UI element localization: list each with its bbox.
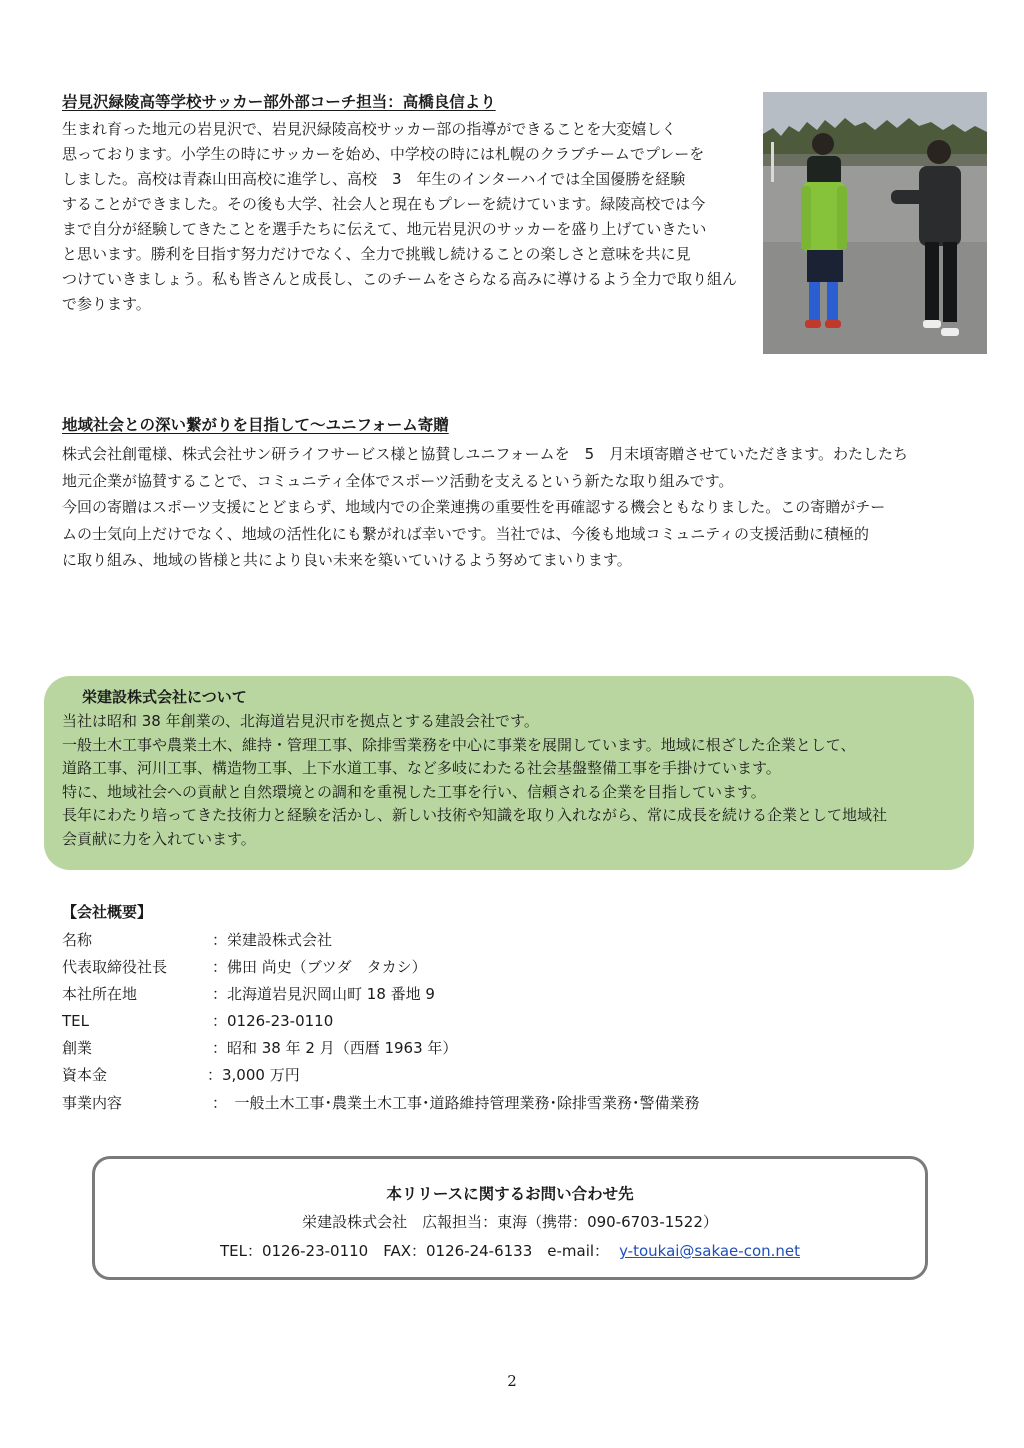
coaching-photo	[763, 92, 987, 354]
about-company-title: 栄建設株式会社について	[82, 688, 247, 706]
about-company-line: 当社は昭和 38 年創業の、北海道岩見沢市を拠点とする建設会社です。	[62, 712, 539, 730]
overview-value: ： 一般土木工事･農業土木工事･道路維持管理業務･除排雪業務･警備業務	[212, 1094, 700, 1112]
overview-value: ：3,000 万円	[207, 1066, 300, 1084]
about-company-line: 一般土木工事や農業土木、維持・管理工事、除排雪業務を中心に事業を展開しています。地域に根ざした企業として、	[62, 735, 856, 754]
coach-message-line: しました。高校は青森山田高校に進学し、高校 3 年生のインターハイでは全国優勝を経験	[62, 170, 686, 188]
about-company-line: 道路工事、河川工事、構造物工事、上下水道工事、など多岐にわたる社会基盤整備工事を手掛けています。	[62, 759, 781, 777]
uniform-donation-line: 今回の寄贈はスポーツ支援にとどまらず、地域内での企業連携の重要性を再確認する機会ともなりました。この寄贈がチー	[62, 498, 886, 516]
coach-message-line: することができました。その後も大学、社会人と現在もプレーを続けています。緑陵高校では今	[62, 195, 706, 213]
coach-message-line: と思います。勝利を目指す努力だけでなく、全力で挑戦し続けることの楽しさと意味を共に見	[62, 245, 691, 263]
coach-message-line: 思っております。小学生の時にサッカーを始め、中学校の時には札幌のクラブチームでプレーを	[62, 145, 705, 163]
overview-value: ：栄建設株式会社	[212, 931, 333, 949]
overview-value: ：佛田 尚史（ブツダ タカシ）	[212, 958, 427, 976]
coach-message-line: で参ります。	[62, 295, 151, 313]
coach-message-line: まで自分が経験してきたことを選手たちに伝えて、地元岩見沢のサッカーを盛り上げていきたい	[62, 220, 707, 238]
about-company-line: 長年にわたり培ってきた技術力と経験を活かし、新しい技術や知識を取り入れながら、常に成長を続ける企業として地域社	[62, 806, 888, 824]
overview-label: 名称	[62, 931, 93, 949]
overview-value: ：0126-23-0110	[212, 1012, 334, 1030]
contact-phone-fax-email	[92, 1240, 928, 1261]
about-company-body	[62, 710, 967, 851]
coach-message-line: つけていきましょう。私も皆さんと成長し、このチームをさらなる高みに導けるよう全力で取り組ん	[62, 270, 738, 288]
overview-label: 代表取締役社長	[62, 958, 168, 976]
overview-label: 本社所在地	[62, 985, 138, 1003]
contact-email-link[interactable]: y-toukai@sakae-con.net	[619, 1242, 801, 1260]
coach-message-line: 生まれ育った地元の岩見沢で、岩見沢緑陵高校サッカー部の指導ができることを大変嬉しく	[62, 120, 677, 138]
contact-phone-fax: TEL：0126-23-0110 FAX：0126-24-6133 e-mail：	[219, 1242, 610, 1260]
uniform-donation-line: に取り組み、地域の皆様と共により良い未来を築いていけるよう努めてまいります。	[62, 551, 632, 569]
page-number: 2	[507, 1372, 517, 1390]
uniform-donation-body	[62, 441, 982, 574]
uniform-donation-line: ムの士気向上だけでなく、地域の活性化にも繋がれば幸いです。当社では、今後も地域コミュニティの支援活動に積極的	[62, 524, 870, 543]
company-overview-title: 【会社概要】	[62, 903, 153, 921]
overview-label: TEL	[62, 1012, 89, 1030]
about-company-line: 特に、地域社会への貢献と自然環境との調和を重視した工事を行い、信頼される企業を目指しています。	[62, 782, 766, 801]
overview-label: 創業	[62, 1039, 93, 1057]
coach-message-heading: 岩見沢緑陵高等学校サッカー部外部コーチ担当：高橋良信より	[62, 93, 496, 111]
overview-value: ：昭和 38 年 2 月（西暦 1963 年）	[212, 1039, 458, 1057]
coach-message-body	[62, 117, 752, 317]
overview-value: ：北海道岩見沢岡山町 18 番地 9	[212, 985, 435, 1003]
about-company-line: 会貢献に力を入れています。	[62, 829, 256, 848]
overview-label: 資本金	[62, 1066, 108, 1084]
overview-label: 事業内容	[62, 1094, 123, 1112]
uniform-donation-line: 株式会社創電様、株式会社サン研ライフサービス様と協賛しユニフォームを 5 月末頃寄贈させていただきます。わたしたち	[62, 445, 908, 463]
contact-title: 本リリースに関するお問い合わせ先	[386, 1185, 634, 1203]
coaching-photo-illustration	[763, 92, 987, 354]
uniform-donation-heading: 地域社会との深い繋がりを目指して～ユニフォーム寄贈	[62, 416, 449, 434]
uniform-donation-line: 地元企業が協賛することで、コミュニティ全体でスポーツ活動を支えるという新たな取り組みです。	[62, 471, 734, 490]
contact-pr-person: 栄建設株式会社 広報担当：東海（携帯：090-6703-1522）	[302, 1213, 718, 1231]
